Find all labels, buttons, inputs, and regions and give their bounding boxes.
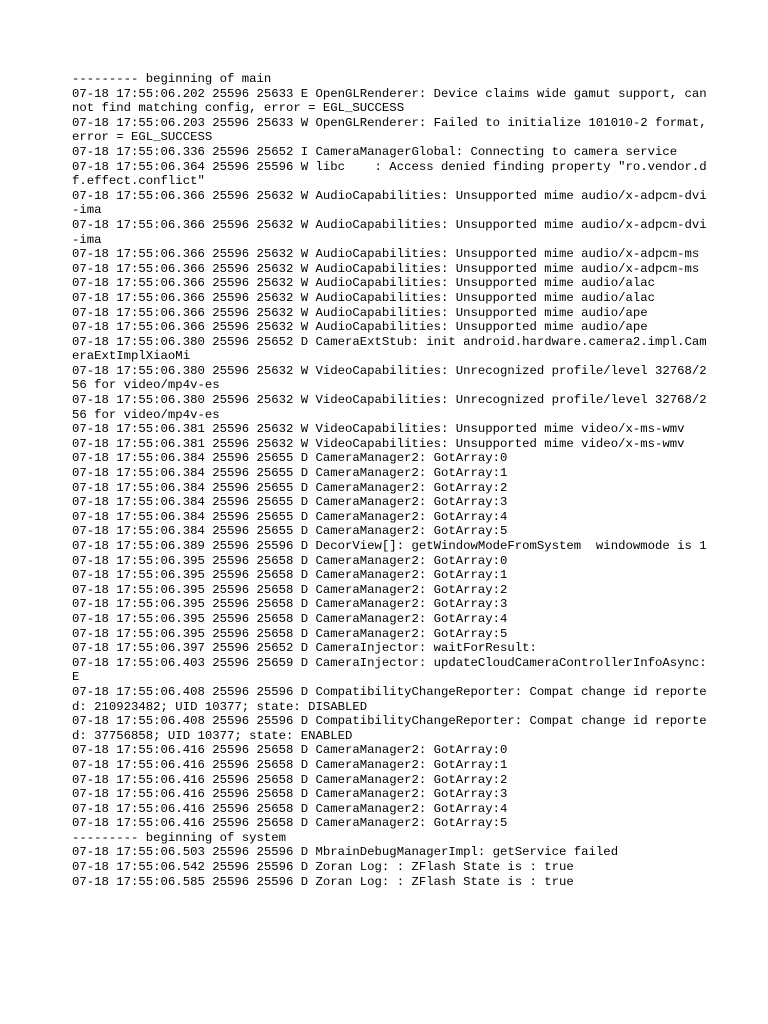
log-line: 07-18 17:55:06.416 25596 25658 D CameraManager2: GotArray:1 <box>72 757 508 772</box>
log-line: 07-18 17:55:06.395 25596 25658 D CameraManager2: GotArray:0 <box>72 553 508 568</box>
log-line: 07-18 17:55:06.403 25596 25659 D CameraInjector: updateCloudCameraControllerInfoAsync: E <box>72 655 715 685</box>
log-line: 07-18 17:55:06.384 25596 25655 D CameraManager2: GotArray:5 <box>72 524 508 539</box>
log-body <box>72 72 715 889</box>
log-line: 07-18 17:55:06.542 25596 25596 D Zoran Log: : ZFlash State is : true <box>72 860 574 875</box>
log-line: 07-18 17:55:06.384 25596 25655 D CameraManager2: GotArray:0 <box>72 451 508 466</box>
log-line: 07-18 17:55:06.366 25596 25632 W AudioCapabilities: Unsupported mime audio/x-adpcm-dvi-ima <box>72 217 707 247</box>
log-line: 07-18 17:55:06.381 25596 25632 W VideoCapabilities: Unsupported mime video/x-ms-wmv <box>72 436 685 451</box>
log-line: 07-18 17:55:06.380 25596 25632 W VideoCapabilities: Unrecognized profile/level 32768/256 for video/mp4v-es <box>72 393 707 422</box>
log-line: 07-18 17:55:06.381 25596 25632 W VideoCapabilities: Unsupported mime video/x-ms-wmv <box>72 422 685 437</box>
log-line: 07-18 17:55:06.395 25596 25658 D CameraManager2: GotArray:4 <box>72 611 508 626</box>
log-line: 07-18 17:55:06.408 25596 25596 D CompatibilityChangeReporter: Compat change id reported: 210923482; UID 10377; state: DISABLED <box>72 684 707 714</box>
log-line: 07-18 17:55:06.202 25596 25633 E OpenGLRenderer: Device claims wide gamut support, cannot find matching config, error = EGL_SUCCESS <box>72 86 707 116</box>
log-line: 07-18 17:55:06.366 25596 25632 W AudioCapabilities: Unsupported mime audio/x-adpcm-ms <box>72 247 700 262</box>
log-line: 07-18 17:55:06.384 25596 25655 D CameraManager2: GotArray:2 <box>72 480 508 495</box>
log-line: 07-18 17:55:06.416 25596 25658 D CameraManager2: GotArray:3 <box>72 787 508 802</box>
log-line: 07-18 17:55:06.336 25596 25652 I CameraManagerGlobal: Connecting to camera service <box>72 144 678 159</box>
log-line: 07-18 17:55:06.384 25596 25655 D CameraManager2: GotArray:3 <box>72 495 508 510</box>
log-line: 07-18 17:55:06.408 25596 25596 D CompatibilityChangeReporter: Compat change id reported: 37756858; UID 10377; state: ENABLED <box>72 714 707 743</box>
log-line: 07-18 17:55:06.416 25596 25658 D CameraManager2: GotArray:0 <box>72 743 508 758</box>
log-line: 07-18 17:55:06.397 25596 25652 D CameraInjector: waitForResult: <box>72 641 537 656</box>
log-line: 07-18 17:55:06.366 25596 25632 W AudioCapabilities: Unsupported mime audio/x-adpcm-dvi-ima <box>72 188 707 218</box>
log-line: 07-18 17:55:06.389 25596 25596 D DecorView[]: getWindowModeFromSystem windowmode is 1 <box>72 539 707 553</box>
log-line: 07-18 17:55:06.416 25596 25658 D CameraManager2: GotArray:5 <box>72 816 508 831</box>
log-line: 07-18 17:55:06.395 25596 25658 D CameraManager2: GotArray:1 <box>72 568 508 583</box>
log-line: 07-18 17:55:06.366 25596 25632 W AudioCapabilities: Unsupported mime audio/alac <box>72 276 655 291</box>
log-line: 07-18 17:55:06.203 25596 25633 W OpenGLRenderer: Failed to initialize 101010-2 format, error = EGL_SUCCESS <box>72 115 715 145</box>
log-line: 07-18 17:55:06.364 25596 25596 W libc : Access denied finding property "ro.vendor.df.effect.conflict" <box>72 159 707 189</box>
log-line: 07-18 17:55:06.366 25596 25632 W AudioCapabilities: Unsupported mime audio/x-adpcm-ms <box>72 261 700 276</box>
log-line: 07-18 17:55:06.416 25596 25658 D CameraManager2: GotArray:2 <box>72 772 508 787</box>
log-line: 07-18 17:55:06.366 25596 25632 W AudioCapabilities: Unsupported mime audio/alac <box>72 290 655 305</box>
log-line: 07-18 17:55:06.503 25596 25596 D MbrainDebugManagerImpl: getService failed <box>72 845 619 860</box>
log-line: 07-18 17:55:06.380 25596 25652 D CameraExtStub: init android.hardware.camera2.impl.CameraExtImplXiaoMi <box>72 334 707 364</box>
log-line: 07-18 17:55:06.395 25596 25658 D CameraManager2: GotArray:3 <box>72 597 508 612</box>
log-line: 07-18 17:55:06.416 25596 25658 D CameraManager2: GotArray:4 <box>72 801 508 816</box>
log-line: 07-18 17:55:06.384 25596 25655 D CameraManager2: GotArray:1 <box>72 466 508 481</box>
log-line: 07-18 17:55:06.384 25596 25655 D CameraManager2: GotArray:4 <box>72 509 508 524</box>
log-line: --------- beginning of system <box>72 830 287 845</box>
log-line: 07-18 17:55:06.585 25596 25596 D Zoran Log: : ZFlash State is : true <box>72 874 574 889</box>
log-line: 07-18 17:55:06.395 25596 25658 D CameraManager2: GotArray:2 <box>72 582 508 597</box>
log-line: 07-18 17:55:06.366 25596 25632 W AudioCapabilities: Unsupported mime audio/ape <box>72 305 648 320</box>
log-line: 07-18 17:55:06.380 25596 25632 W VideoCapabilities: Unrecognized profile/level 32768/256 for video/mp4v-es <box>72 363 707 393</box>
log-document <box>72 72 715 889</box>
log-line: 07-18 17:55:06.395 25596 25658 D CameraManager2: GotArray:5 <box>72 626 508 641</box>
log-line: --------- beginning of main <box>72 72 272 86</box>
log-line: 07-18 17:55:06.366 25596 25632 W AudioCapabilities: Unsupported mime audio/ape <box>72 320 648 335</box>
